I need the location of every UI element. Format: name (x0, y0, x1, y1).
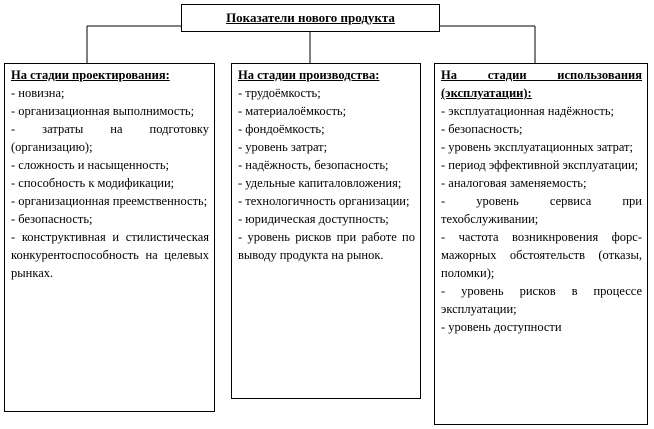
list-item: - надёжность, безопасность; (238, 158, 389, 172)
list-item: - уровень эксплуатационных затрат; (441, 140, 633, 154)
list-item: - эксплуатационная надёжность; (441, 104, 615, 118)
list-item: - уровень рисков в процессе эксплуатации; (441, 284, 642, 316)
list-item: - организационная выполнимость; (11, 104, 195, 118)
column-usage-stage (434, 63, 648, 425)
column-title: На стадии использования (эксплуатации): (441, 68, 642, 100)
list-item: - безопасность; (11, 212, 93, 226)
list-item: - технологичность организации; (238, 194, 410, 208)
list-item: - уровень затрат; (238, 140, 328, 154)
list-item: - затраты на подготовку (организацию); (11, 122, 209, 154)
list-item: - трудоёмкость; (238, 86, 321, 100)
diagram-title-box (181, 4, 440, 32)
diagram-title: Показатели нового продукта (226, 10, 395, 25)
list-item: - организационная преемственность; (11, 194, 208, 208)
list-item: - юридическая доступность; (238, 212, 389, 226)
list-item: - уровень сервиса при техобслуживании; (441, 194, 642, 226)
list-item: - материалоёмкость; (238, 104, 347, 118)
column-title: На стадии проектирования: (11, 68, 170, 82)
column-design-stage (4, 63, 215, 412)
column-title: На стадии производства: (238, 68, 380, 82)
list-item: - аналоговая заменяемость; (441, 176, 587, 190)
list-item: - фондоёмкость; (238, 122, 325, 136)
list-item: - новизна; (11, 86, 65, 100)
list-item: - конструктивная и стилистическая конкурентоспособность на целевых рынках. (11, 230, 209, 280)
list-item: - безопасность; (441, 122, 523, 136)
column-production-stage (231, 63, 421, 399)
list-item: - удельные капиталовложения; (238, 176, 402, 190)
list-item: - уровень рисков при работе по выводу продукта на рынок. (238, 230, 415, 262)
list-item: - уровень доступности (441, 320, 562, 334)
list-item: - способность к модификации; (11, 176, 175, 190)
list-item: - период эффективной эксплуатации; (441, 158, 639, 172)
list-item: - сложность и насыщенность; (11, 158, 170, 172)
list-item: - частота возникнровения форс-мажорных обстоятельств (отказы, поломки); (441, 230, 642, 280)
